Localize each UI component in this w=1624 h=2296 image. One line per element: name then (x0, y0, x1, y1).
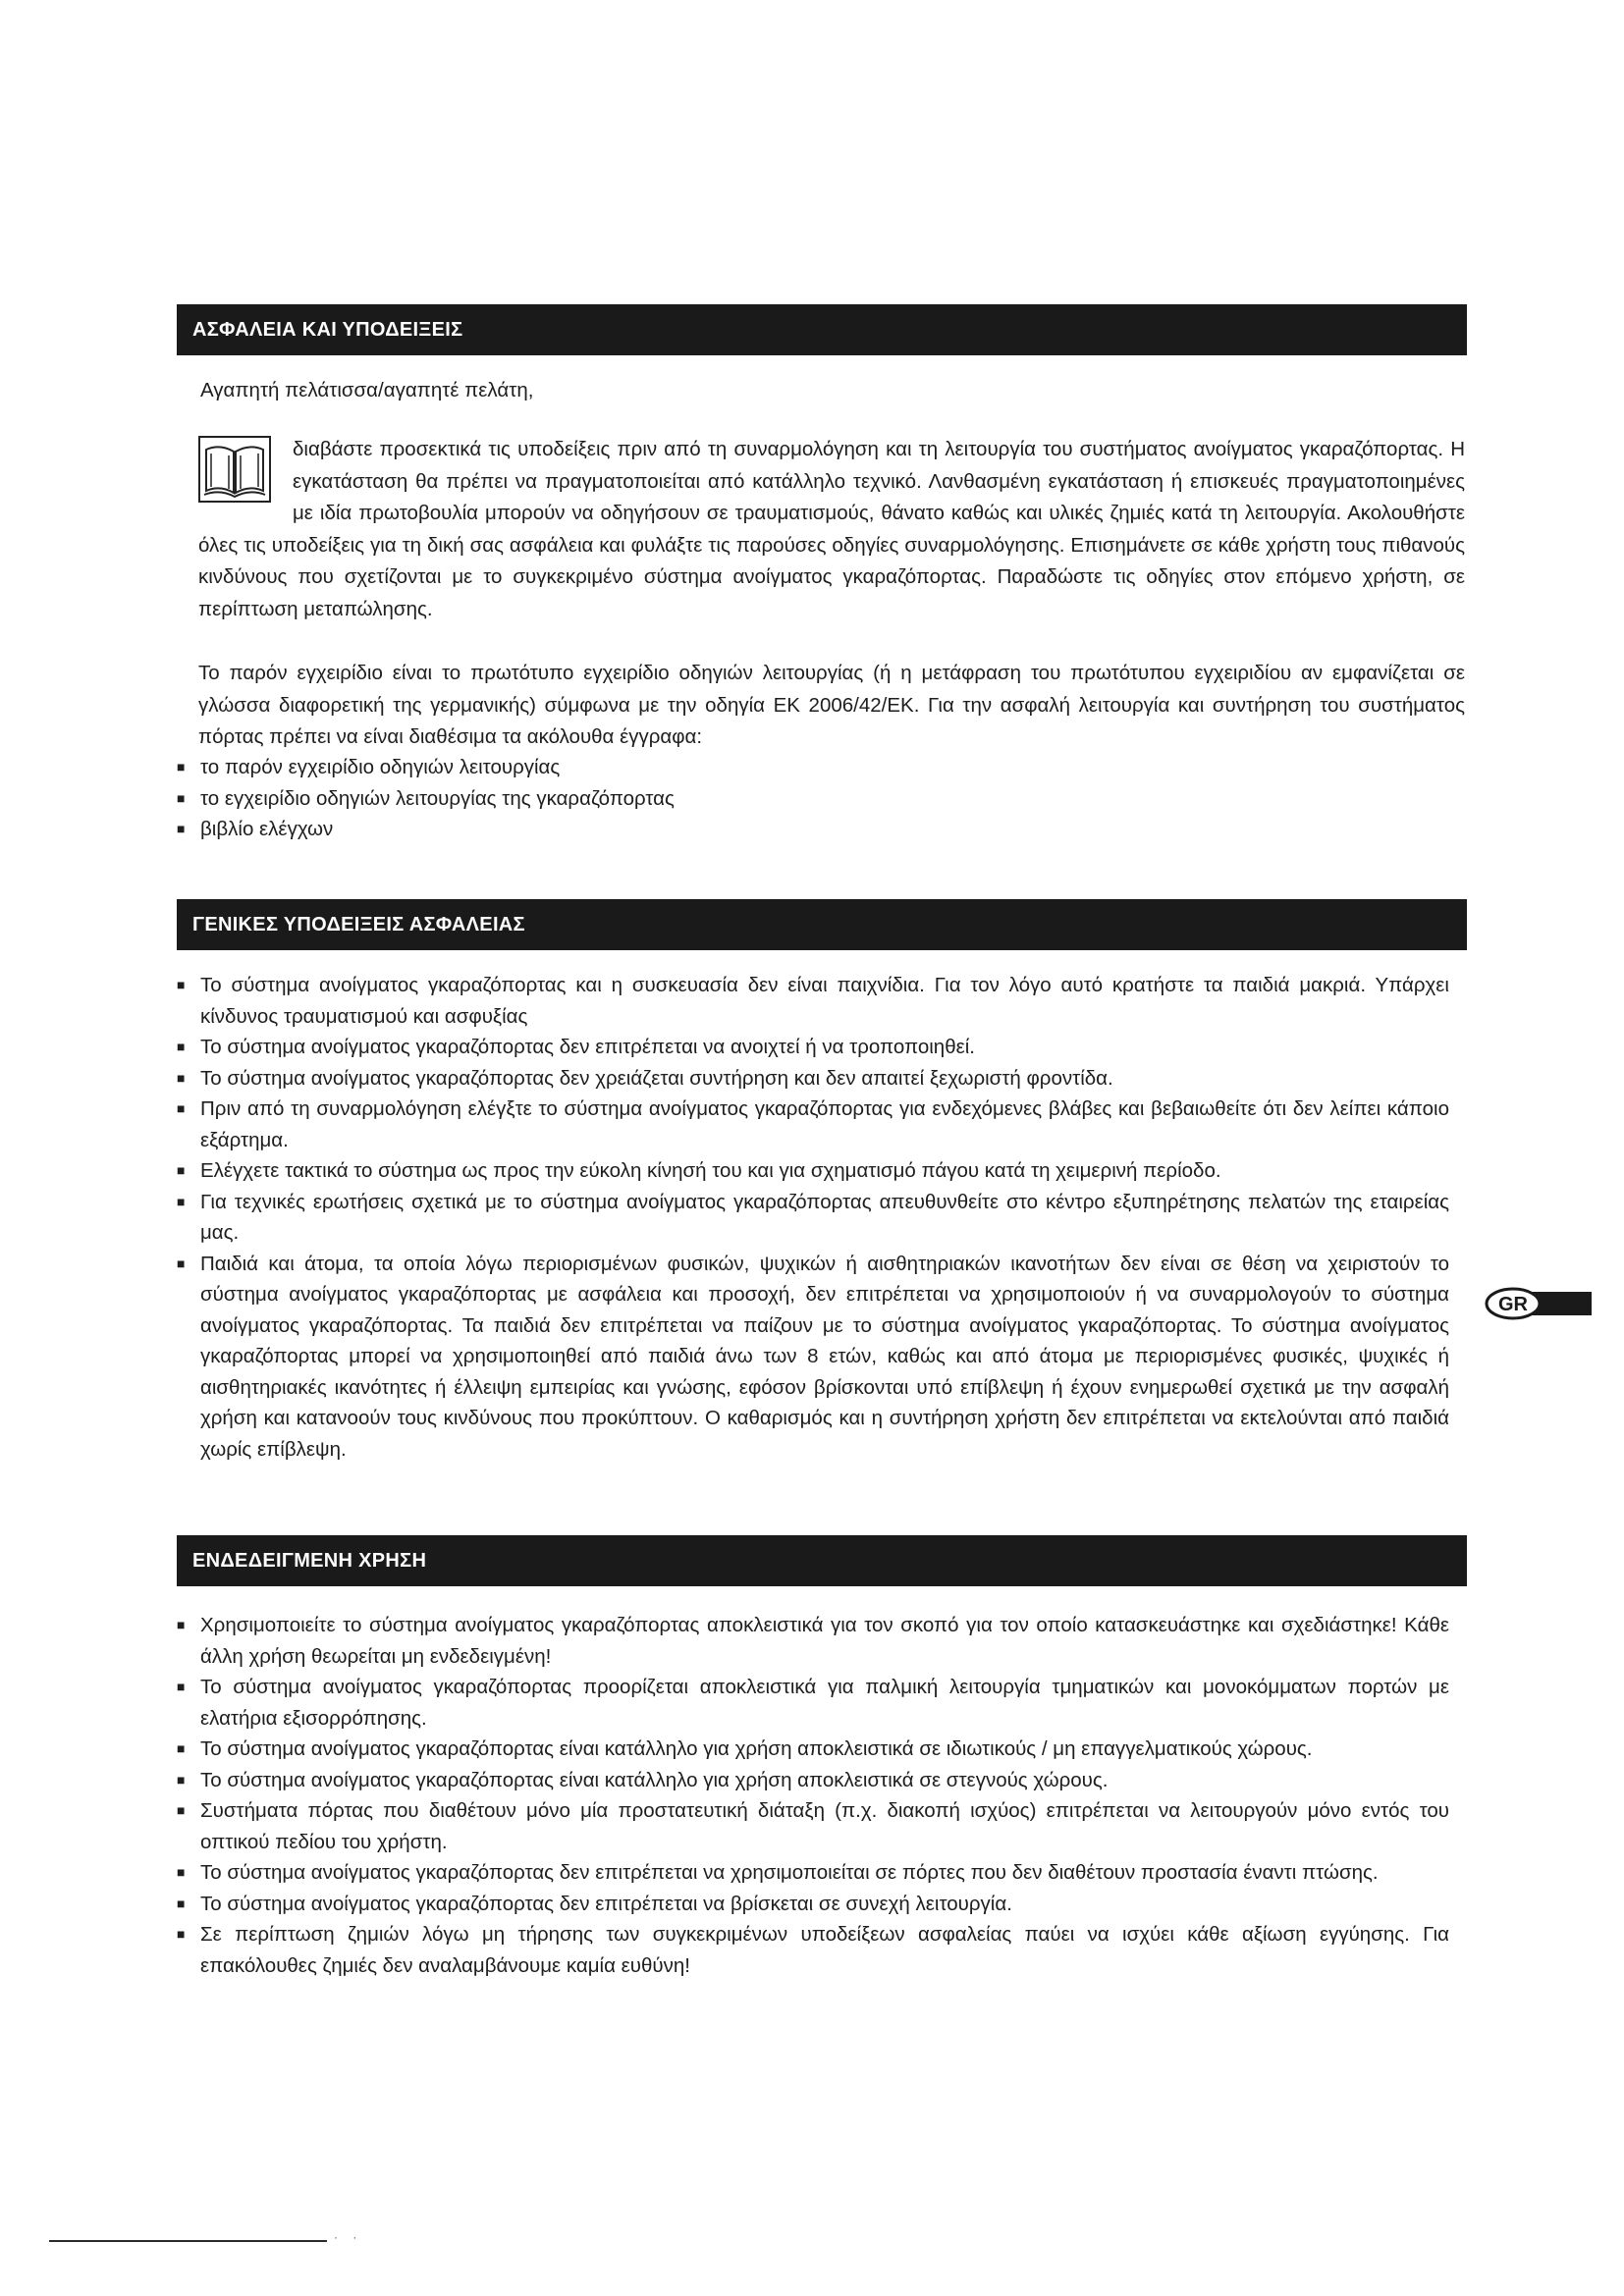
list-item (177, 1032, 1449, 1063)
square-bullet-icon: ■ (177, 1864, 186, 1880)
list-item (177, 1672, 1449, 1734)
list-item (177, 1795, 1449, 1857)
square-bullet-icon: ■ (177, 1162, 186, 1178)
square-bullet-icon: ■ (177, 1802, 186, 1818)
list-item-text: Πριν από τη συναρμολόγηση ελέγξτε το σύστημα ανοίγματος γκαραζόπορτας για ενδεχόμενες βλάβες και βεβαιωθείτε ότι δεν λείπει κάποιο εξάρτημα. (200, 1097, 1449, 1151)
list-item (177, 1765, 1449, 1796)
list-item (177, 1610, 1449, 1672)
square-bullet-icon: ■ (177, 789, 186, 806)
square-bullet-icon: ■ (177, 759, 186, 774)
list-item-text: Ελέγχετε τακτικά το σύστημα ως προς την εύκολη κίνησή του και για σχηματισμό πάγου κατά τη χειμερινή περίοδο. (200, 1159, 1221, 1182)
list-item (177, 1919, 1449, 1981)
list-item-text: Συστήματα πόρτας που διαθέτουν μόνο μία προστατευτική διάταξη (π.χ. διακοπή ισχύος) επιτρέπεται να λειτουργούν μόνο εντός του οπτικού πεδίου του χρήστη. (200, 1799, 1449, 1853)
square-bullet-icon: ■ (177, 1039, 186, 1054)
list-item-text: Χρησιμοποιείτε το σύστημα ανοίγματος γκαραζόπορτας αποκλειστικά για τον σκοπό για τον οποίο κατασκευάστηκε και σχεδιάστηκε! Κάθε άλλη χρήση θεωρείται μη ενδεδειγμένη! (200, 1614, 1449, 1668)
section-title: ΓΕΝΙΚΕΣ ΥΠΟΔΕΙΞΕΙΣ ΑΣΦΑΛΕΙΑΣ (192, 913, 525, 935)
section-header-safety (177, 304, 1467, 355)
intended-use-list (177, 1610, 1449, 1981)
list-item (177, 814, 1453, 845)
list-item-text: Το σύστημα ανοίγματος γκαραζόπορτας είναι κατάλληλο για χρήση αποκλειστικά σε στεγνούς χώρους. (200, 1768, 1109, 1791)
square-bullet-icon: ■ (177, 821, 186, 836)
list-item (177, 1889, 1449, 1920)
list-item-text: Το σύστημα ανοίγματος γκαραζόπορτας και η συσκευασία δεν είναι παιχνίδια. Για τον λόγο αυτό κρατήστε τα παιδιά μακριά. Υπάρχει κίνδυνος τραυματισμού και ασφυξίας (200, 974, 1449, 1028)
list-item-text: το παρόν εγχειρίδιο οδηγιών λειτουργίας (200, 756, 561, 778)
list-item-text: Το σύστημα ανοίγματος γκαραζόπορτας δεν επιτρέπεται να ανοιχτεί ή να τροποποιηθεί. (200, 1036, 975, 1058)
list-item (177, 970, 1449, 1032)
intro-paragraph (198, 434, 1465, 625)
list-item (177, 752, 1453, 783)
list-item-text: Για τεχνικές ερωτήσεις σχετικά με το σύστημα ανοίγματος γκαραζόπορτας απευθυνθείτε στο κέντρο εξυπηρέτησης πελατών της εταιρείας μας. (200, 1190, 1449, 1244)
footer-rule (49, 2240, 327, 2242)
section-header-general (177, 899, 1467, 950)
square-bullet-icon: ■ (177, 1100, 186, 1116)
square-bullet-icon: ■ (177, 1069, 186, 1086)
section-title: ΑΣΦΑΛΕΙΑ ΚΑΙ ΥΠΟΔΕΙΞΕΙΣ (192, 318, 463, 341)
documents-list (177, 752, 1453, 845)
list-item (177, 1063, 1449, 1095)
section-header-intended-use (177, 1535, 1467, 1586)
list-item-text: Το σύστημα ανοίγματος γκαραζόπορτας είναι κατάλληλο για χρήση αποκλειστικά σε ιδιωτικούς / μη επαγγελματικούς χώρους. (200, 1737, 1313, 1760)
intro-text: διαβάστε προσεκτικά τις υποδείξεις πριν από τη συναρμολόγηση και τη λειτουργία του συστήματος ανοίγματος γκαραζόπορτας. Η εγκατάσταση θα πρέπει να πραγματοποιείται από κατάλληλο τεχνικό. Λανθασμένη εγκατάσταση ή επισκευές πραγματοποιημένες με ιδία πρωτοβουλία μπορούν να οδηγήσουν σε τραυματισμούς, θάνατο καθώς και υλικές ζημιές κατά τη λειτουργία. Ακολουθήστε όλες τις υποδείξεις για τη δική σας ασφάλεια και φυλάξτε τις παρούσες οδηγίες συναρμολόγησης. Επισημάνετε σε κάθε χρήστη τους πιθανούς κινδύνους που σχετίζονται με το συγκεκριμένο σύστημα ανοίγματος γκαραζόπορτας. Παραδώστε τις οδηγίες στον επόμενο χρήστη, σε περίπτωση μεταπώλησης. (198, 438, 1465, 620)
list-item (177, 1187, 1449, 1249)
square-bullet-icon: ■ (177, 1679, 186, 1694)
list-item-text: Παιδιά και άτομα, τα οποία λόγω περιορισμένων φυσικών, ψυχικών ή αισθητηριακών ικανοτήτων δεν είναι σε θέση να χειριστούν το σύστημα ανοίγματος γκαραζόπορτας με ασφάλεια και προσοχή, δεν επιτρέπεται να χρησιμοποιούν ή να συναρμολογούν το σύστημα ανοίγματος γκαραζόπορτας. Τα παιδιά δεν επιτρέπεται να παίζουν με το σύστημα ανοίγματος γκαραζόπορτας. Το σύστημα ανοίγματος γκαραζόπορτας μπορεί να χρησιμοποιηθεί από παιδιά άνω των 8 ετών, καθώς και από άτομα με περιορισμένες φυσικές, ψυχικές ή αισθητηριακές ικανότητες ή έλλειψη εμπειρίας και γνώσης, εφόσον βρίσκονται υπό επίβλεψη ή έχουν ενημερωθεί σχετικά με την ασφαλή χρήση και κατανοούν τους κινδύνους που προκύπτουν. Ο καθαρισμός και η συντήρηση χρήστη δεν επιτρέπεται να εκτελούνται από παιδιά χωρίς επίβλεψη. (200, 1252, 1449, 1461)
square-bullet-icon: ■ (177, 1926, 186, 1942)
square-bullet-icon: ■ (177, 1895, 186, 1911)
book-icon (198, 436, 281, 505)
general-safety-list (177, 970, 1449, 1465)
list-item-text: βιβλίο ελέγχων (200, 818, 334, 840)
square-bullet-icon: ■ (177, 977, 186, 992)
square-bullet-icon: ■ (177, 1771, 186, 1788)
language-badge-text: GR (1498, 1294, 1528, 1315)
language-badge-gr (1484, 1286, 1592, 1321)
footer-marks: · · (334, 2230, 363, 2244)
list-item (177, 783, 1453, 815)
list-item (177, 1094, 1449, 1155)
square-bullet-icon: ■ (177, 1255, 186, 1271)
square-bullet-icon: ■ (177, 1193, 186, 1209)
list-item-text: Το σύστημα ανοίγματος γκαραζόπορτας δεν επιτρέπεται να βρίσκεται σε συνεχή λειτουργία. (200, 1892, 1012, 1915)
manual-paragraph: Το παρόν εγχειρίδιο είναι το πρωτότυπο εγχειρίδιο οδηγιών λειτουργίας (ή η μετάφραση του πρωτότυπου εγχειριδίου αν εμφανίζεται σε γλώσσα διαφορετική της γερμανικής) σύμφωνα με την οδηγία ΕΚ 2006/42/ΕΚ. Για την ασφαλή λειτουργία και συντήρηση του συστήματος πόρτας πρέπει να είναι διαθέσιμα τα ακόλουθα έγγραφα: (198, 662, 1465, 748)
list-item-text: Σε περίπτωση ζημιών λόγω μη τήρησης των συγκεκριμένων υποδείξεων ασφαλείας παύει να ισχύει κάθε αξίωση εγγύησης. Για επακόλουθες ζημιές δεν αναλαμβάνουμε καμία ευθύνη! (200, 1923, 1449, 1977)
list-item (177, 1857, 1449, 1889)
section-title: ΕΝΔΕΔΕΙΓΜΕΝΗ ΧΡΗΣΗ (192, 1549, 427, 1572)
list-item (177, 1155, 1449, 1187)
square-bullet-icon: ■ (177, 1617, 186, 1632)
square-bullet-icon: ■ (177, 1740, 186, 1756)
list-item (177, 1734, 1449, 1765)
list-item-text: Το σύστημα ανοίγματος γκαραζόπορτας δεν επιτρέπεται να χρησιμοποιείται σε πόρτες που δεν διαθέτουν προστασία έναντι πτώσης. (200, 1861, 1379, 1884)
list-item-text: Το σύστημα ανοίγματος γκαραζόπορτας δεν χρειάζεται συντήρηση και δεν απαιτεί ξεχωριστή φροντίδα. (200, 1066, 1113, 1090)
list-item (177, 1249, 1449, 1466)
list-item-text: Το σύστημα ανοίγματος γκαραζόπορτας προορίζεται αποκλειστικά για παλμική λειτουργία τμηματικών και μονοκόμματων πορτών με ελατήρια εξισορρόπησης. (200, 1676, 1449, 1730)
list-item-text: το εγχειρίδιο οδηγιών λειτουργίας της γκαραζόπορτας (200, 786, 675, 810)
greeting: Αγαπητή πελάτισσα/αγαπητέ πελάτη, (200, 379, 534, 401)
